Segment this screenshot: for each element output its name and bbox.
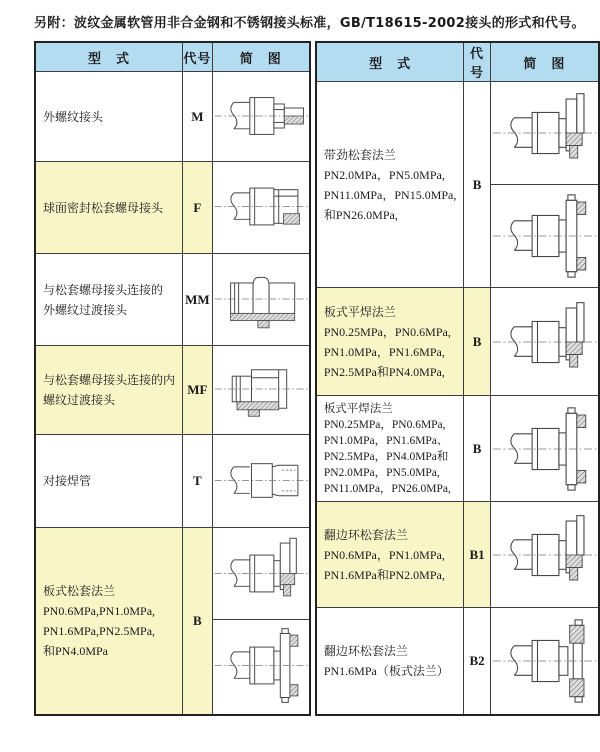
page-title: 另附：波纹金属软管用非合金钢和不锈钢接头标准，GB/T18615-2002接头的形式和代号。 (34, 16, 585, 31)
fitting-diagram-svg (491, 405, 598, 493)
table-row (35, 528, 310, 715)
fitting-diagram-svg (213, 167, 309, 246)
fitting-diagram-svg (213, 533, 309, 614)
fitting-type-text: PN0.6MPa,PN1.0MPa, (43, 604, 156, 618)
fitting-type-text: PN0.25MPa，PN0.6MPa, (323, 324, 451, 339)
fitting-type-cell (316, 608, 464, 716)
fitting-diagram-cell (212, 162, 310, 253)
fitting-type-text: PN1.0MPa，PN1.6MPa、 (323, 434, 449, 447)
fitting-diagram-svg (491, 298, 598, 386)
table-row (35, 434, 310, 527)
table-row (35, 162, 310, 253)
fitting-type-cell (35, 528, 183, 715)
fitting-type-cell (316, 288, 464, 396)
fittings-tables-container (34, 41, 600, 716)
fitting-code-cell: B (464, 396, 490, 502)
table-body-left (35, 72, 310, 716)
fitting-diagram-svg (213, 259, 309, 339)
fitting-type-text: PN1.6MPa,PN2.5MPa, (43, 624, 156, 638)
fitting-type-text: 翻边环松套法兰 (323, 644, 408, 658)
fitting-code-cell: B (183, 528, 213, 715)
fitting-code-cell: B (464, 82, 490, 288)
fitting-code-cell: MM (183, 253, 213, 345)
fitting-type-text: 螺纹过渡接头 (43, 392, 116, 407)
table-row (316, 288, 599, 396)
plate-loose-flange-diagram (213, 528, 309, 619)
fitting-type-text: PN0.25MPa，PN0.6MPa, (323, 418, 446, 431)
male-thread-fitting-diagram (213, 72, 309, 160)
fitting-code-cell: MF (183, 346, 213, 434)
table-header-left (35, 42, 310, 72)
fitting-type-cell (35, 72, 183, 162)
female-adapter-fitting-diagram (213, 346, 309, 432)
fitting-code-cell: F (183, 162, 213, 253)
fitting-code-cell: B2 (464, 608, 490, 716)
column-header-diagram: 简 图 (212, 42, 310, 72)
fitting-diagram-cell (490, 608, 599, 716)
table-row (316, 82, 599, 288)
fitting-diagram-svg (491, 89, 598, 177)
fitting-diagram-svg (213, 625, 309, 706)
fitting-type-text: PN2.0MPa，PN5.0MPa, (323, 167, 445, 182)
fitting-type-text: 和PN4.0MPa (43, 644, 109, 658)
table-row (35, 72, 310, 162)
fitting-type-cell (316, 82, 464, 288)
fitting-type-text: PN1.0MPa，PN1.6MPa, (323, 344, 445, 359)
column-header-type: 型 式 (316, 42, 464, 82)
fitting-diagram-svg (491, 511, 598, 599)
fitting-diagram-cell (490, 82, 599, 288)
table-row (316, 608, 599, 716)
fitting-type-text: PN2.5MPa和PN4.0MPa, (323, 364, 445, 379)
column-header-type: 型 式 (35, 42, 183, 72)
fitting-diagram-cell (490, 288, 599, 396)
butt-weld-pipe-diagram (213, 435, 309, 526)
header-row (35, 42, 310, 72)
fitting-type-text: 板式平焊法兰 (323, 402, 393, 415)
fitting-diagram-cell (490, 502, 599, 608)
fitting-type-text: PN2.0MPa，PN5.0MPa, (323, 466, 440, 479)
fitting-diagram-cell (212, 346, 310, 434)
fitting-diagram-svg (491, 192, 598, 280)
fitting-diagram-cell (212, 528, 310, 715)
fitting-diagram-svg (491, 617, 598, 705)
fitting-type-cell (35, 253, 183, 345)
fitting-type-text: PN0.6MPa，PN1.0MPa, (323, 547, 445, 562)
fitting-type-cell (316, 396, 464, 502)
plate-loose-flange-diagram (491, 288, 598, 395)
bolted-flange-diagram (491, 184, 598, 287)
fitting-type-text: PN11.0MPa，PN15.0MPa, (323, 187, 457, 202)
fitting-type-text: 球面密封松套螺母接头 (43, 200, 164, 215)
header-row (316, 42, 599, 82)
fitting-type-text: 对接焊管 (43, 473, 92, 488)
table-header-right (316, 42, 599, 82)
fitting-type-cell (316, 502, 464, 608)
fitting-type-text: 与松套螺母接头连接的内 (43, 372, 176, 387)
fitting-diagram-svg (213, 440, 309, 521)
fitting-type-text: 和PN26.0MPa, (323, 207, 398, 222)
fitting-type-text: 带劲松套法兰 (323, 147, 396, 162)
column-header-code: 代号 (183, 42, 213, 72)
bolted-flange-diagram (213, 619, 309, 711)
column-header-code: 代号 (464, 42, 490, 82)
column-header-diagram: 简 图 (490, 42, 599, 82)
fitting-code-cell: M (183, 72, 213, 162)
fitting-type-text: PN1.6MPa和PN2.0MPa, (323, 567, 445, 582)
fitting-type-text: PN11.0MPa，PN26.0MPa, (323, 482, 451, 495)
bolted-flange-diagram (491, 396, 598, 501)
fitting-type-text: PN1.6MPa（板式法兰） (323, 664, 449, 678)
fitting-code-cell: T (183, 434, 213, 527)
table-row (316, 396, 599, 502)
fitting-type-cell (35, 162, 183, 253)
fitting-diagram-svg (213, 77, 309, 155)
loose-nut-fitting-diagram (213, 162, 309, 251)
fitting-type-text: 外螺纹接头 (43, 109, 104, 124)
fitting-type-text: 翻边环松套法兰 (323, 527, 408, 542)
fitting-type-text: 与松套螺母接头连接的 (43, 282, 164, 297)
fitting-diagram-cell (212, 253, 310, 345)
male-nipple-fitting-diagram (213, 254, 309, 344)
table-row (316, 502, 599, 608)
fittings-table-left (34, 41, 311, 716)
document-page (0, 12, 600, 716)
table-row (35, 253, 310, 345)
fittings-table-right (315, 41, 600, 716)
fitting-code-cell: B1 (464, 502, 490, 608)
fitting-type-text: 板式平焊法兰 (323, 304, 396, 319)
plate-loose-flange-diagram (491, 502, 598, 607)
lap-ring-flange-diagram (491, 608, 598, 714)
fitting-code-cell: B (464, 288, 490, 396)
fitting-type-text: PN2.5MPa，PN4.0MPa和 (323, 450, 449, 463)
plate-loose-flange-diagram (491, 82, 598, 184)
fitting-diagram-cell (490, 396, 599, 502)
fitting-diagram-cell (212, 434, 310, 527)
fitting-diagram-cell (212, 72, 310, 162)
fitting-type-cell (35, 346, 183, 434)
fitting-type-text: 板式松套法兰 (43, 584, 116, 598)
fitting-type-cell (35, 434, 183, 527)
fitting-type-text: 外螺纹过渡接头 (43, 302, 128, 317)
table-row (35, 346, 310, 434)
table-body-right (316, 82, 599, 716)
fitting-diagram-svg (213, 351, 309, 427)
